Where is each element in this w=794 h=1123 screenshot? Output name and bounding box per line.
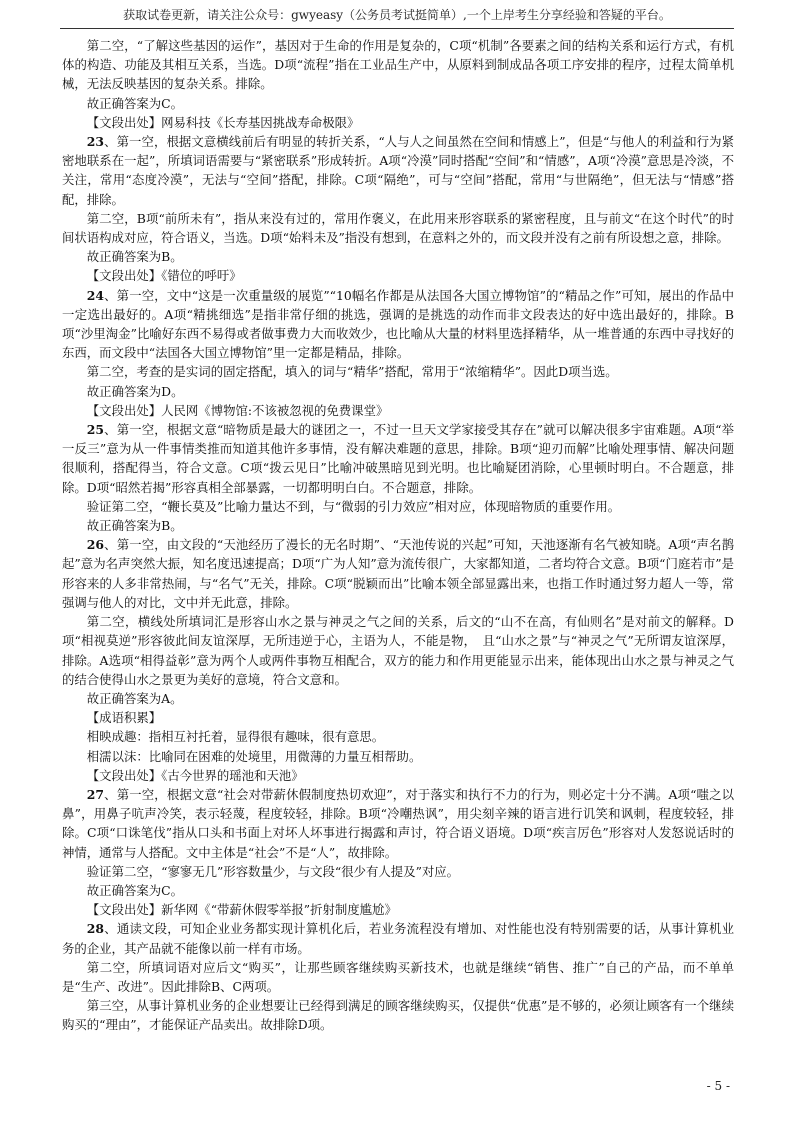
paragraph-text: 第三空，从事计算机业务的企业想要让已经得到满足的顾客继续购买，仅提供“优惠”是不够的，必须让顾客有一个继续购买的“理由”，才能保证产品卖出。故排除D项。 <box>62 998 734 1033</box>
paragraph <box>62 420 734 497</box>
paragraph <box>62 612 734 689</box>
paragraph-text: 、第一空，由文段的“天池经历了漫长的无名时期”、“天池传说的兴起”可知，天池逐渐有名气被知晓。A项“声名鹊起”意为名声突然大振，知名度迅速提高；D项“广为人知”意为流传很广，大家都知道，二者均符合文意。B项“门庭若市”是形容来的人多非常热闹，与“名气”无关，排除。C项“脱颖而出”比喻本领全部显露出来，也指工作时通过努力超人一等，常强调与他人的对比，文中并无此意，排除。 <box>62 537 734 610</box>
question-number: 27 <box>86 786 105 802</box>
paragraph-text: 【文段出处】《古今世界的瑶池和天池》 <box>86 767 304 783</box>
paragraph <box>62 94 734 113</box>
document-body <box>62 36 734 1035</box>
paragraph <box>62 497 734 516</box>
paragraph-text: 相映成趣：指相互衬托着，显得很有趣味，很有意思。 <box>86 729 385 745</box>
paragraph-text: 【成语积累】 <box>86 710 162 726</box>
paragraph <box>62 862 734 881</box>
paragraph <box>62 247 734 266</box>
paragraph-text: 故正确答案为C。 <box>86 882 184 898</box>
paragraph-text: 第二空，B项“前所未有”，指从来没有过的，常用作褒义，在此用来形容联系的紧密程度，且与前文“在这个时代”的时间状语构成对应，符合语义，当选。D项“始料未及”指没有想到，在意料之外的，而文段并没有之前有所设想之意，排除。 <box>62 210 734 246</box>
paragraph <box>62 286 734 363</box>
paragraph <box>62 958 734 996</box>
paragraph-text: 、第一空，根据文意横线前后有明显的转折关系，“人与人之间虽然在空间和情感上”，但是“与他人的利益和行为紧密地联系在一起”，所填词语需要与“紧密联系”形成转折。A项“冷漠”同时搭配“空间”和“情感”，A项“冷漠”意思是冷淡，不关注，常用“态度冷漠”，无法与“空间”搭配，排除。C项“隔绝”，可与“空间”搭配，常用“与世隔绝”，但无法与“情感”搭配，排除。 <box>62 134 734 207</box>
paragraph <box>62 689 734 708</box>
paragraph-text: 故正确答案为C。 <box>86 95 184 111</box>
paragraph <box>62 382 734 401</box>
paragraph-text: 、第一空，根据文意“暗物质是最大的谜团之一，不过一旦天文学家接受其存在”就可以解决很多宇宙难题。A项“举一反三”意为从一件事情类推而知道其他许多事情，没有解决难题的意思，排除。B项“迎刃而解”比喻处理事情、解决问题很顺利，搭配得当，符合文意。C项“拨云见日”比喻冲破黑暗见到光明。也比喻疑团消除，心里顿时明白。不合题意，排除。D项“昭然若揭”形容真相全部暴露，一切都明明白白。不合题意，排除。 <box>62 422 734 495</box>
paragraph <box>62 727 734 746</box>
paragraph <box>62 785 734 862</box>
paragraph <box>62 900 734 919</box>
paragraph <box>62 209 734 247</box>
paragraph-text: 【文段出处】人民网《博物馆:不该被忽视的免费课堂》 <box>86 402 389 418</box>
paragraph <box>62 535 734 612</box>
paragraph-text: 、第一空，根据文意“社会对带薪休假制度热切欢迎”，对于落实和执行不力的行为，则必定十分不满。A项“嗤之以鼻”，用鼻子吭声冷笑，表示轻蔑，程度较轻，排除。B项“冷嘲热讽”，用尖刻辛辣的语言进行讥笑和讽刺，程度较轻，排除。C项“口诛笔伐”指从口头和书面上对坏人坏事进行揭露和声讨，符合语义语境。D项“疾言厉色”形容对人发怒说话时的神情，通常与人搭配。文中主体是“社会”不是“人”，故排除。 <box>62 786 734 860</box>
paragraph <box>62 36 734 94</box>
paragraph-text: 验证第二空，“鞭长莫及”比喻力量达不到，与“微弱的引力效应”相对应，体现暗物质的重要作用。 <box>86 498 621 514</box>
paragraph <box>62 996 734 1034</box>
page-header: 获取试卷更新，请关注公众号：gwyeasy（公务员考试挺简单）,一个上岸考生分享经验和答疑的平台。 <box>123 8 671 22</box>
paragraph-text: 第二空，考查的是实词的固定搭配，填入的词与“精华”搭配，常用于“浓缩精华”。因此D项当选。 <box>86 364 618 380</box>
question-number: 24 <box>86 287 105 303</box>
paragraph <box>62 881 734 900</box>
paragraph-text: 故正确答案为A。 <box>86 690 183 706</box>
paragraph-text: 、通读文段，可知企业业务都实现计算机化后，若业务流程没有增加、对性能也没有特别需要的话，从事计算机业务的企业，其产品就不能像以前一样有市场。 <box>62 921 734 956</box>
paragraph <box>62 266 734 285</box>
paragraph-text: 故正确答案为B。 <box>86 518 183 534</box>
paragraph-text: 【文段出处】《错位的呼吁》 <box>86 268 242 284</box>
question-number: 28 <box>86 921 105 937</box>
paragraph-text: 相濡以沫：比喻同在困难的处境里，用微薄的力量互相帮助。 <box>86 748 422 764</box>
paragraph <box>62 747 734 766</box>
paragraph-text: 故正确答案为B。 <box>86 249 183 265</box>
question-number: 23 <box>86 134 105 150</box>
paragraph <box>62 401 734 420</box>
paragraph <box>62 132 734 209</box>
paragraph <box>62 708 734 727</box>
question-number: 26 <box>86 537 105 553</box>
paragraph-text: 【文段出处】新华网《“带薪休假零举报”折射制度尴尬》 <box>86 902 397 918</box>
paragraph <box>62 516 734 535</box>
paragraph-text: 故正确答案为D。 <box>86 383 184 399</box>
page-number: - 5 - <box>706 1079 730 1093</box>
paragraph-text: 【文段出处】网易科技《长寿基因挑战寿命极限》 <box>86 114 360 130</box>
paragraph <box>62 919 734 957</box>
question-number: 25 <box>86 422 105 438</box>
paragraph <box>62 113 734 132</box>
paragraph-text: 、第一空，文中“这是一次重量级的展览”“10幅名作都是从法国各大国立博物馆”的“精品之作”可知，展出的作品中一定选出最好的。A项“精挑细选”是指非常仔细的挑选，强调的是挑选的动作而非文段表达的好中选出最好的，排除。B项“沙里淘金”比喻好东西不易得或者做事费力大而收效少，也比喻从大量的材料里选择精华，从一堆普通的东西中寻找好的东西，而文段中“法国各大国立博物馆”里一定都是精品，排除。 <box>62 287 734 361</box>
paragraph-text: 验证第二空，“寥寥无几”形容数量少，与文段“很少有人提及”对应。 <box>86 863 460 879</box>
paragraph-text: 第二空，“了解这些基因的运作”，基因对于生命的作用是复杂的，C项“机制”各要素之间的结构关系和运行方式，有机体的构造、功能及其相互关系，当选。D项“流程”指在工业品生产中，从原料到制成品各项工序安排的程序，过程太简单机械，无法反映基因的复杂关系。排除。 <box>62 38 734 92</box>
paragraph-text: 第二空，横线处所填词汇是形容山水之景与神灵之气之间的关系，后文的“山不在高，有仙则名”是对前文的解释。D项“相视莫逆”形容彼此间友谊深厚，无所违逆于心，主语为人，不能是物， 且“山水之景”与“神灵之气”无所谓友谊深厚，排除。A选项“相得益彰”意为两个人或两件事物互相配合，双方的能力和作用更能显示出来，能体现出山水之景与神灵之气的结合使得山水之景更为美好的意境，符合文意和。 <box>62 614 734 687</box>
paragraph-text: 第二空，所填词语对应后文“购买”，让那些顾客继续购买新技术，也就是继续“销售、推广”自己的产品，而不单单是“生产、改进”。因此排除B、C两项。 <box>62 959 734 994</box>
paragraph <box>62 766 734 785</box>
paragraph <box>62 362 734 381</box>
header-divider <box>60 28 734 29</box>
